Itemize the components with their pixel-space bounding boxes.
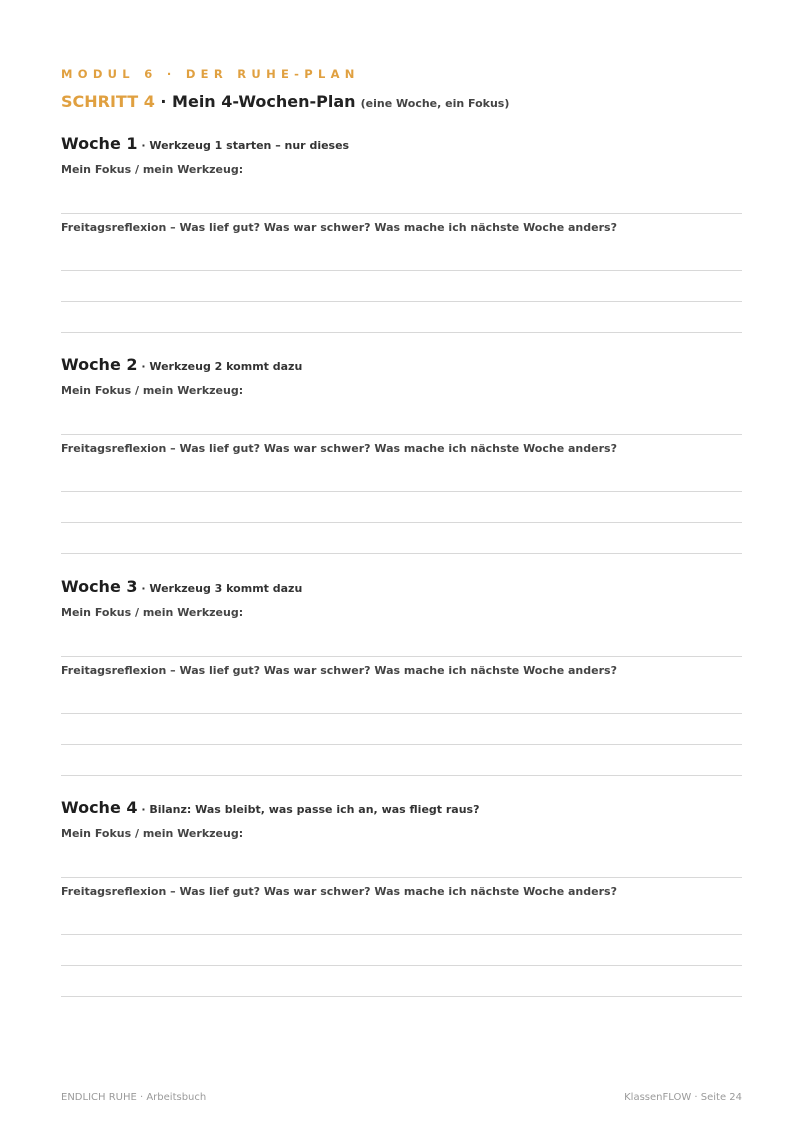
focus-writing-line[interactable] (61, 877, 742, 878)
reflection-writing-line[interactable] (61, 522, 742, 523)
reflection-writing-line[interactable] (61, 553, 742, 554)
focus-label: Mein Fokus / mein Werkzeug: (61, 163, 244, 176)
week-heading (61, 577, 302, 596)
week-heading (61, 798, 479, 817)
reflection-writing-line[interactable] (61, 775, 742, 776)
reflection-writing-line[interactable] (61, 965, 742, 966)
week-title: Woche 1 (61, 134, 138, 153)
reflection-writing-line[interactable] (61, 996, 742, 997)
week-subtitle: · Bilanz: Was bleibt, was passe ich an, was fliegt raus? (137, 803, 480, 816)
step-subtitle: (eine Woche, ein Fokus) (360, 97, 510, 110)
week-heading (61, 134, 349, 153)
reflection-writing-line[interactable] (61, 332, 742, 333)
focus-label: Mein Fokus / mein Werkzeug: (61, 606, 244, 619)
reflection-label: Freitagsreflexion – Was lief gut? Was war schwer? Was mache ich nächste Woche anders? (61, 221, 617, 234)
reflection-label: Freitagsreflexion – Was lief gut? Was war schwer? Was mache ich nächste Woche anders? (61, 442, 617, 455)
step-title: · Mein 4-Wochen-Plan (154, 92, 356, 111)
reflection-label: Freitagsreflexion – Was lief gut? Was war schwer? Was mache ich nächste Woche anders? (61, 885, 617, 898)
reflection-writing-line[interactable] (61, 713, 742, 714)
reflection-writing-line[interactable] (61, 934, 742, 935)
week-title: Woche 3 (61, 577, 138, 596)
step-number: SCHRITT 4 (61, 92, 155, 111)
module-label: MODUL 6 · DER RUHE-PLAN (61, 67, 360, 81)
week-subtitle: · Werkzeug 1 starten – nur dieses (137, 139, 350, 152)
footer-book-title: ENDLICH RUHE · Arbeitsbuch (61, 1092, 207, 1103)
footer-page-number: KlassenFLOW · Seite 24 (624, 1092, 742, 1103)
reflection-label: Freitagsreflexion – Was lief gut? Was war schwer? Was mache ich nächste Woche anders? (61, 664, 617, 677)
focus-writing-line[interactable] (61, 213, 742, 214)
focus-writing-line[interactable] (61, 434, 742, 435)
reflection-writing-line[interactable] (61, 744, 742, 745)
week-title: Woche 4 (61, 798, 138, 817)
focus-label: Mein Fokus / mein Werkzeug: (61, 384, 244, 397)
week-title: Woche 2 (61, 355, 138, 374)
reflection-writing-line[interactable] (61, 491, 742, 492)
focus-writing-line[interactable] (61, 656, 742, 657)
week-subtitle: · Werkzeug 2 kommt dazu (137, 360, 303, 373)
focus-label: Mein Fokus / mein Werkzeug: (61, 827, 244, 840)
week-subtitle: · Werkzeug 3 kommt dazu (137, 582, 303, 595)
week-heading (61, 355, 302, 374)
step-heading (61, 92, 509, 111)
reflection-writing-line[interactable] (61, 301, 742, 302)
reflection-writing-line[interactable] (61, 270, 742, 271)
